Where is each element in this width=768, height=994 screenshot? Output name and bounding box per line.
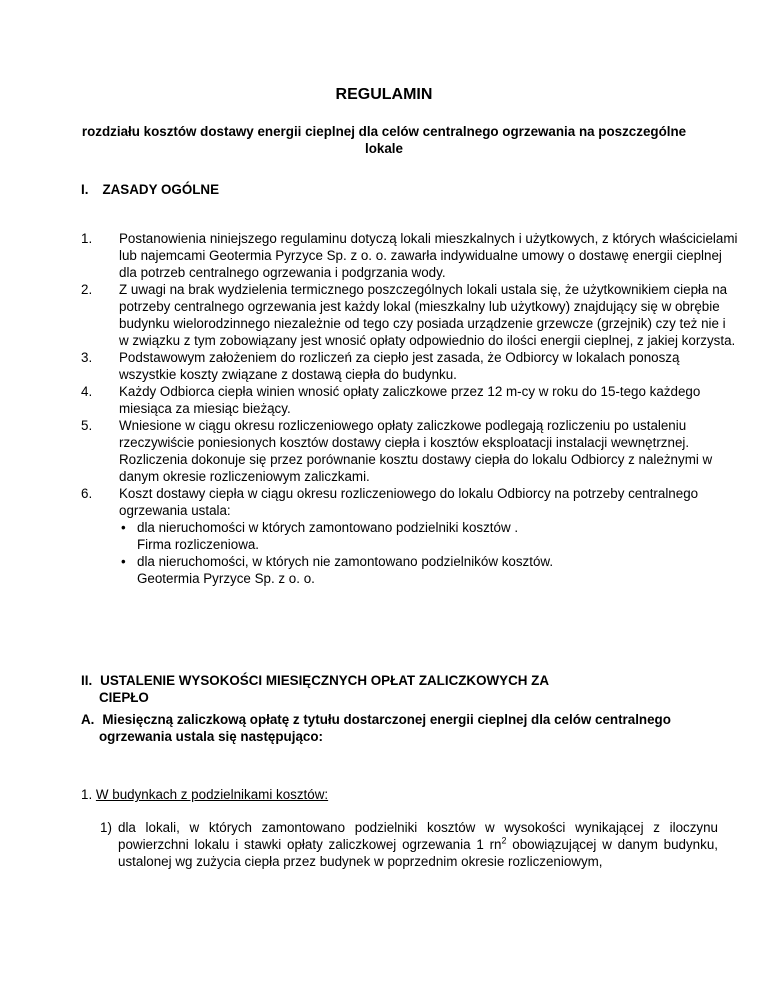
section-2-title-line1: USTALENIE WYSOKOŚCI MIESIĘCZNYCH OPŁAT ZALICZKOWYCH ZA: [100, 673, 549, 688]
list-item: 4. Każdy Odbiorca ciepła winien wnosić opłaty zaliczkowe przez 12 m-cy w roku do 15-tego każdego miesiąca za miesiąc bieżący.: [81, 384, 701, 416]
subsection-a-label: A.: [81, 712, 95, 727]
subsection-a: A. Miesięczną zaliczkową opłatę z tytułu dostarczonej energii cieplnej dla celów centralnego ogrzewania ustala się następująco:: [81, 712, 671, 744]
section-2-number: II.: [81, 673, 93, 688]
bullet-icon: •: [121, 554, 126, 569]
section-1-number: I.: [81, 182, 89, 197]
list-item: 2. Z uwagi na brak wydzielenia termicznego poszczególnych lokali ustala się, że użytkownikiem ciepła na potrzeby centralnego ogrzewania jest każdy lokal (mieszkalny lub użytkowy) znajdujący się w obrębie budynku wielorodzinnego niezależnie od tego czy posiada urządzenie grzewcze (grzejnik) czy też nie i w związku z tym zobowiązany jest wnosić opłaty odpowiednio do ilości energii cieplnej, z jakiej korzysta.: [81, 282, 736, 348]
document-subtitle: rozdziału kosztów dostawy energii cieplnej dla celów centralnego ogrzewania na poszczególne lokale: [81, 124, 687, 156]
list-item: 5. Wniesione w ciągu okresu rozliczeniowego opłaty zaliczkowe podlegają rozliczeniu po ustaleniu rzeczywiście poniesionych kosztów dostawy ciepła i kosztów eksploatacji instalacji wewnętrznej. Rozliczenia dokonuje się przez porównanie kosztu dostawy ciepła do lokalu Odbiorcy z należnymi w danym okresie rozliczeniowym zaliczkami.: [81, 418, 713, 484]
bullet-icon: •: [121, 520, 126, 535]
section-2-heading: [81, 672, 701, 706]
list-item: 1. Postanowienia niniejszego regulaminu dotyczą lokali mieszkalnych i użytkowych, z których właścicielami lub najemcami Geotermia Pyrzyce Sp. z o. o. zawarła indywidualne umowy o dostawę energii cieplnej dla potrzeb centralnego ogrzewania i podgrzania wody.: [81, 231, 738, 280]
section-1-heading: [81, 181, 219, 198]
bullet-item: • dla nieruchomości w których zamontowano podzielniki kosztów . Firma rozliczeniowa.: [121, 520, 519, 552]
point-1-1: 1) dla lokali, w których zamontowano podzielniki kosztów w wysokości wynikającej z iloczynu powierzchni lokalu i stawki opłaty zaliczkowej ogrzewania 1 $rn^2$ obowiązującej w danym budynku, ustalonej wg zużycia ciepła przez budynek w poprzednim okresie rozliczeniowym,: [100, 820, 718, 869]
section-1-title: ZASADY OGÓLNE: [102, 182, 220, 197]
list-item: 3. Podstawowym założeniem do rozliczeń za ciepło jest zasada, że Odbiorcy w lokalach ponoszą wszystkie koszty związane z dostawą ciepła do budynku.: [81, 350, 680, 382]
document-title: REGULAMIN: [335, 86, 433, 103]
section-2-title-line2: CIEPŁO: [99, 690, 149, 705]
general-rules-list: [81, 230, 739, 587]
bullet-item: • dla nieruchomości, w których nie zamontowano podzielników kosztów. Geotermia Pyrzyce Sp. z o. o.: [121, 554, 554, 586]
list-item: 6. Koszt dostawy ciepła w ciągu okresu rozliczeniowego do lokalu Odbiorcy na potrzeby centralnego ogrzewania ustala: • dla nieruchomości w których zamontowano podzielniki kosztów . Firma rozliczeniowa. • dla nieruchomości, w których nie zamontowano podzielników kosztów. Geotermia Pyrzyce Sp. z o. o.: [119, 485, 739, 587]
point-1-heading: 1. W budynkach z podzielnikami kosztów:: [81, 787, 329, 802]
